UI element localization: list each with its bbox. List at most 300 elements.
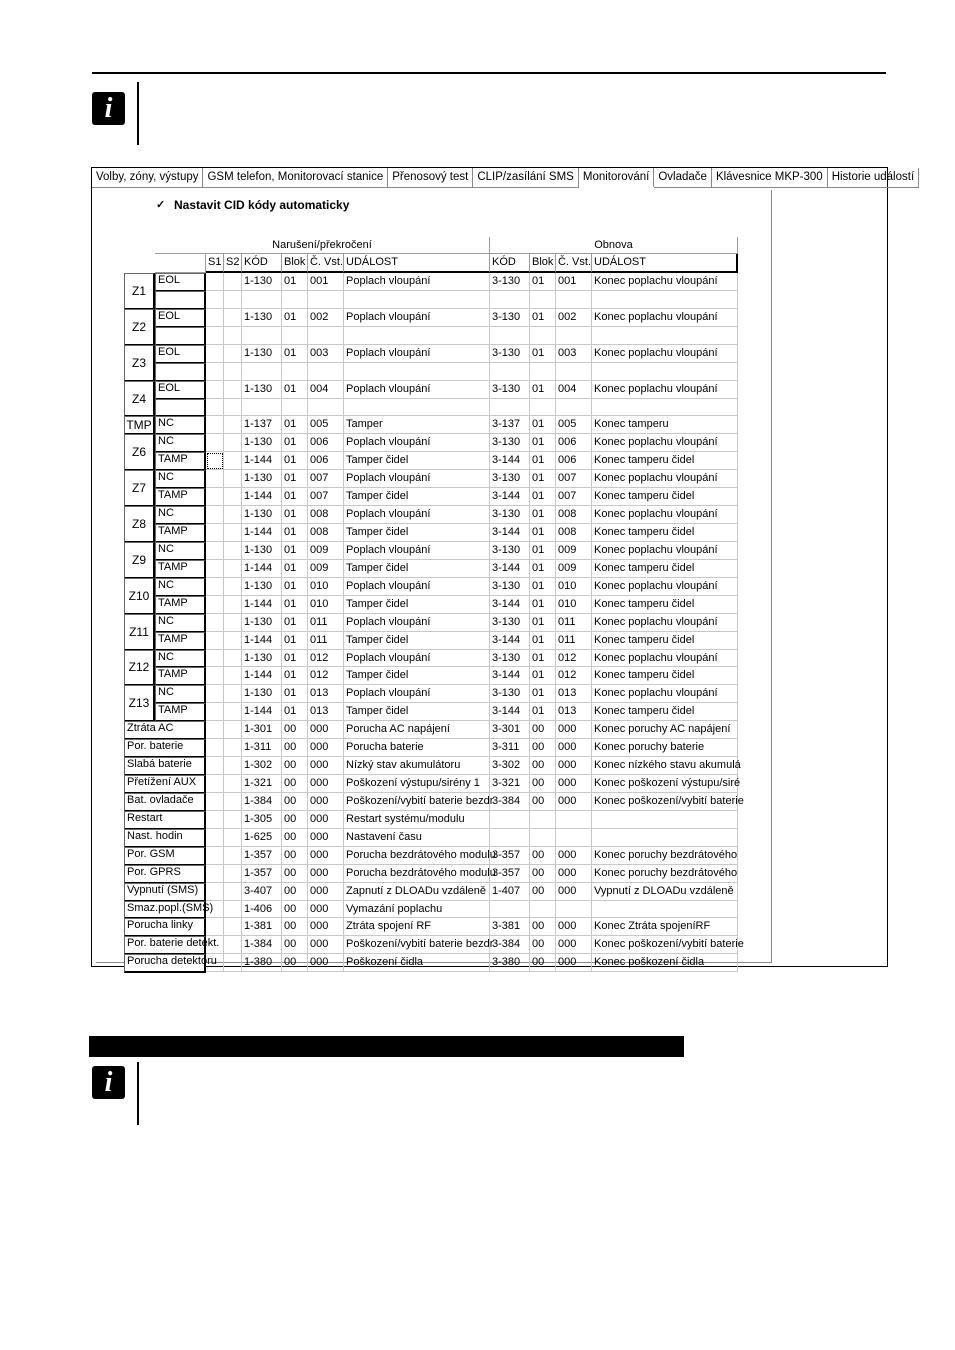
table-cell[interactable] bbox=[206, 327, 224, 345]
table-cell[interactable]: 00 bbox=[530, 721, 556, 739]
table-cell[interactable]: 3-381 bbox=[490, 918, 530, 936]
table-cell[interactable]: 01 bbox=[282, 488, 308, 506]
table-cell[interactable]: Konec poplachu vloupání bbox=[592, 685, 738, 703]
table-cell[interactable]: 012 bbox=[308, 650, 344, 668]
table-cell[interactable]: Konec Ztráta spojeníRF bbox=[592, 918, 738, 936]
table-cell[interactable]: Konec poškození/vybití baterie bbox=[592, 936, 738, 954]
table-cell[interactable]: Konec poplachu vloupání bbox=[592, 309, 738, 327]
table-cell[interactable] bbox=[344, 363, 490, 381]
table-cell[interactable] bbox=[206, 793, 224, 811]
table-cell[interactable] bbox=[206, 524, 224, 542]
table-cell[interactable] bbox=[224, 470, 242, 488]
table-cell[interactable] bbox=[224, 847, 242, 865]
table-cell[interactable]: 004 bbox=[308, 381, 344, 399]
table-cell[interactable] bbox=[344, 327, 490, 345]
table-cell[interactable]: 1-130 bbox=[242, 345, 282, 363]
table-cell[interactable]: 013 bbox=[308, 703, 344, 721]
table-cell[interactable]: 1-130 bbox=[242, 542, 282, 560]
table-cell[interactable]: 1-302 bbox=[242, 757, 282, 775]
table-cell[interactable]: 01 bbox=[282, 578, 308, 596]
table-cell[interactable]: 007 bbox=[308, 470, 344, 488]
table-cell[interactable] bbox=[556, 901, 592, 919]
table-cell[interactable]: Zapnutí z DLOADu vzdáleně bbox=[344, 883, 490, 901]
table-cell[interactable] bbox=[224, 954, 242, 972]
table-cell[interactable]: Konec tamperu čidel bbox=[592, 703, 738, 721]
tab-7[interactable]: Historie událostí bbox=[828, 168, 919, 188]
table-cell[interactable] bbox=[224, 650, 242, 668]
table-cell[interactable] bbox=[224, 327, 242, 345]
table-cell[interactable] bbox=[592, 327, 738, 345]
table-cell[interactable]: 00 bbox=[282, 883, 308, 901]
table-cell[interactable] bbox=[592, 811, 738, 829]
table-cell[interactable]: 01 bbox=[530, 434, 556, 452]
table-cell[interactable] bbox=[530, 901, 556, 919]
table-cell[interactable] bbox=[490, 363, 530, 381]
table-cell[interactable]: 011 bbox=[308, 614, 344, 632]
table-cell[interactable]: 1-305 bbox=[242, 811, 282, 829]
table-cell[interactable]: Nastavení času bbox=[344, 829, 490, 847]
table-cell[interactable]: 007 bbox=[556, 488, 592, 506]
table-cell[interactable]: 01 bbox=[530, 632, 556, 650]
table-cell[interactable] bbox=[530, 327, 556, 345]
table-cell[interactable]: 3-407 bbox=[242, 883, 282, 901]
table-cell[interactable]: Konec tamperu bbox=[592, 416, 738, 434]
table-cell[interactable] bbox=[206, 721, 224, 739]
tab-4[interactable]: Monitorování bbox=[579, 168, 654, 187]
table-cell[interactable]: Konec tamperu čidel bbox=[592, 524, 738, 542]
table-cell[interactable]: 01 bbox=[282, 703, 308, 721]
table-cell[interactable]: 01 bbox=[282, 470, 308, 488]
table-cell[interactable]: 00 bbox=[530, 918, 556, 936]
table-cell[interactable]: 006 bbox=[308, 434, 344, 452]
table-cell[interactable] bbox=[206, 632, 224, 650]
table-cell[interactable]: Konec poruchy bezdrátového bbox=[592, 847, 738, 865]
table-cell[interactable]: 00 bbox=[530, 757, 556, 775]
table-cell[interactable]: 000 bbox=[556, 847, 592, 865]
table-cell[interactable]: Konec poplachu vloupání bbox=[592, 434, 738, 452]
table-cell[interactable] bbox=[206, 667, 224, 685]
table-cell[interactable]: 008 bbox=[308, 524, 344, 542]
table-cell[interactable]: 00 bbox=[282, 757, 308, 775]
table-cell[interactable]: 000 bbox=[308, 775, 344, 793]
table-cell[interactable]: 1-130 bbox=[242, 273, 282, 291]
table-cell[interactable]: 010 bbox=[308, 578, 344, 596]
table-cell[interactable] bbox=[206, 883, 224, 901]
table-cell[interactable]: Poplach vloupání bbox=[344, 578, 490, 596]
table-cell[interactable]: 000 bbox=[308, 847, 344, 865]
table-cell[interactable] bbox=[206, 452, 224, 470]
table-cell[interactable] bbox=[282, 327, 308, 345]
table-cell[interactable]: 3-130 bbox=[490, 650, 530, 668]
table-cell[interactable]: 00 bbox=[282, 829, 308, 847]
table-cell[interactable]: 01 bbox=[530, 381, 556, 399]
table-cell[interactable] bbox=[344, 291, 490, 309]
table-cell[interactable]: 3-384 bbox=[490, 936, 530, 954]
table-cell[interactable]: 01 bbox=[282, 685, 308, 703]
table-cell[interactable] bbox=[592, 291, 738, 309]
table-cell[interactable] bbox=[206, 596, 224, 614]
table-cell[interactable]: 00 bbox=[530, 936, 556, 954]
table-cell[interactable]: 3-130 bbox=[490, 381, 530, 399]
table-cell[interactable] bbox=[206, 739, 224, 757]
table-cell[interactable]: 3-384 bbox=[490, 793, 530, 811]
table-cell[interactable] bbox=[224, 614, 242, 632]
table-cell[interactable]: 009 bbox=[556, 542, 592, 560]
table-cell[interactable]: 01 bbox=[282, 667, 308, 685]
table-cell[interactable]: 01 bbox=[282, 632, 308, 650]
table-cell[interactable]: 3-130 bbox=[490, 685, 530, 703]
table-cell[interactable]: Poškození/vybití baterie bezdr bbox=[344, 793, 490, 811]
table-cell[interactable]: Porucha bezdrátového modulu bbox=[344, 847, 490, 865]
table-cell[interactable]: 01 bbox=[530, 542, 556, 560]
table-cell[interactable] bbox=[224, 291, 242, 309]
table-cell[interactable]: 1-321 bbox=[242, 775, 282, 793]
table-cell[interactable]: 3-301 bbox=[490, 721, 530, 739]
table-cell[interactable]: 000 bbox=[556, 757, 592, 775]
table-cell[interactable]: Konec poruchy baterie bbox=[592, 739, 738, 757]
table-cell[interactable]: Konec poruchy bezdrátového bbox=[592, 865, 738, 883]
table-cell[interactable]: 01 bbox=[530, 309, 556, 327]
table-cell[interactable] bbox=[224, 775, 242, 793]
table-cell[interactable]: 3-144 bbox=[490, 667, 530, 685]
table-cell[interactable]: 01 bbox=[282, 614, 308, 632]
table-cell[interactable]: 1-357 bbox=[242, 865, 282, 883]
table-cell[interactable] bbox=[224, 273, 242, 291]
table-cell[interactable]: 01 bbox=[530, 667, 556, 685]
table-cell[interactable]: 3-144 bbox=[490, 703, 530, 721]
table-cell[interactable]: 01 bbox=[530, 470, 556, 488]
table-cell[interactable]: 1-130 bbox=[242, 685, 282, 703]
table-cell[interactable]: 000 bbox=[308, 739, 344, 757]
table-cell[interactable]: 012 bbox=[556, 667, 592, 685]
table-cell[interactable]: 1-311 bbox=[242, 739, 282, 757]
table-cell[interactable] bbox=[224, 901, 242, 919]
table-cell[interactable]: 007 bbox=[556, 470, 592, 488]
table-cell[interactable]: 01 bbox=[530, 560, 556, 578]
table-cell[interactable]: 1-406 bbox=[242, 901, 282, 919]
table-cell[interactable] bbox=[206, 291, 224, 309]
table-cell[interactable] bbox=[206, 614, 224, 632]
table-cell[interactable]: Konec poškození výstupu/siré bbox=[592, 775, 738, 793]
table-cell[interactable]: Konec poškození/vybití baterie bbox=[592, 793, 738, 811]
table-cell[interactable] bbox=[224, 703, 242, 721]
table-cell[interactable]: 01 bbox=[530, 416, 556, 434]
table-cell[interactable]: 3-357 bbox=[490, 865, 530, 883]
table-cell[interactable]: 000 bbox=[556, 739, 592, 757]
table-cell[interactable] bbox=[282, 399, 308, 417]
table-cell[interactable]: Konec poplachu vloupání bbox=[592, 614, 738, 632]
table-cell[interactable]: 00 bbox=[530, 775, 556, 793]
table-cell[interactable]: Poplach vloupání bbox=[344, 542, 490, 560]
table-cell[interactable]: 1-130 bbox=[242, 506, 282, 524]
table-cell[interactable]: Konec tamperu čidel bbox=[592, 452, 738, 470]
table-cell[interactable]: Poplach vloupání bbox=[344, 309, 490, 327]
table-cell[interactable] bbox=[282, 291, 308, 309]
table-cell[interactable]: 011 bbox=[308, 632, 344, 650]
table-cell[interactable]: 1-130 bbox=[242, 614, 282, 632]
table-cell[interactable] bbox=[224, 452, 242, 470]
table-cell[interactable]: 3-357 bbox=[490, 847, 530, 865]
table-cell[interactable]: 3-130 bbox=[490, 542, 530, 560]
table-cell[interactable]: Poplach vloupání bbox=[344, 470, 490, 488]
table-cell[interactable]: Nízký stav akumulátoru bbox=[344, 757, 490, 775]
table-cell[interactable]: Poplach vloupání bbox=[344, 273, 490, 291]
table-cell[interactable]: 007 bbox=[308, 488, 344, 506]
table-cell[interactable]: 013 bbox=[556, 685, 592, 703]
table-cell[interactable]: Tamper čidel bbox=[344, 560, 490, 578]
table-cell[interactable]: Konec poškození čidla bbox=[592, 954, 738, 972]
table-cell[interactable]: 3-130 bbox=[490, 273, 530, 291]
table-cell[interactable]: Poplach vloupání bbox=[344, 650, 490, 668]
table-cell[interactable]: 00 bbox=[282, 847, 308, 865]
tab-6[interactable]: Klávesnice MKP-300 bbox=[712, 168, 828, 188]
table-cell[interactable]: 01 bbox=[282, 506, 308, 524]
table-cell[interactable]: 006 bbox=[556, 434, 592, 452]
table-cell[interactable]: 000 bbox=[308, 829, 344, 847]
table-cell[interactable]: 3-144 bbox=[490, 632, 530, 650]
table-cell[interactable]: 1-144 bbox=[242, 703, 282, 721]
table-cell[interactable]: 00 bbox=[282, 793, 308, 811]
table-cell[interactable]: 1-384 bbox=[242, 936, 282, 954]
table-cell[interactable] bbox=[224, 757, 242, 775]
table-cell[interactable] bbox=[224, 721, 242, 739]
table-cell[interactable]: 1-625 bbox=[242, 829, 282, 847]
table-cell[interactable]: Konec poplachu vloupání bbox=[592, 345, 738, 363]
table-cell[interactable]: 1-301 bbox=[242, 721, 282, 739]
table-cell[interactable]: 010 bbox=[308, 596, 344, 614]
table-cell[interactable] bbox=[556, 327, 592, 345]
table-cell[interactable]: 3-380 bbox=[490, 954, 530, 972]
table-cell[interactable]: 1-130 bbox=[242, 381, 282, 399]
table-cell[interactable]: 010 bbox=[556, 596, 592, 614]
table-cell[interactable] bbox=[242, 363, 282, 381]
table-cell[interactable] bbox=[556, 363, 592, 381]
table-cell[interactable]: 000 bbox=[556, 936, 592, 954]
table-cell[interactable] bbox=[206, 309, 224, 327]
table-cell[interactable]: 000 bbox=[308, 811, 344, 829]
table-cell[interactable]: Poplach vloupání bbox=[344, 345, 490, 363]
table-cell[interactable]: Poplach vloupání bbox=[344, 614, 490, 632]
table-cell[interactable] bbox=[206, 703, 224, 721]
table-cell[interactable]: Porucha bezdrátového modulu bbox=[344, 865, 490, 883]
table-cell[interactable] bbox=[224, 381, 242, 399]
table-cell[interactable]: Konec poplachu vloupání bbox=[592, 542, 738, 560]
table-cell[interactable]: 01 bbox=[282, 381, 308, 399]
table-cell[interactable] bbox=[224, 685, 242, 703]
table-cell[interactable]: 01 bbox=[282, 650, 308, 668]
table-cell[interactable]: 00 bbox=[530, 739, 556, 757]
table-cell[interactable]: 1-144 bbox=[242, 560, 282, 578]
table-cell[interactable]: 1-130 bbox=[242, 434, 282, 452]
table-cell[interactable] bbox=[224, 578, 242, 596]
table-cell[interactable]: Tamper čidel bbox=[344, 452, 490, 470]
table-cell[interactable]: Poškození/vybití baterie bezdr bbox=[344, 936, 490, 954]
table-cell[interactable] bbox=[556, 399, 592, 417]
table-cell[interactable]: 000 bbox=[556, 918, 592, 936]
table-cell[interactable] bbox=[206, 399, 224, 417]
table-cell[interactable]: 1-384 bbox=[242, 793, 282, 811]
table-cell[interactable]: 1-144 bbox=[242, 596, 282, 614]
table-cell[interactable]: Porucha AC napájení bbox=[344, 721, 490, 739]
table-cell[interactable]: 012 bbox=[308, 667, 344, 685]
table-cell[interactable] bbox=[592, 363, 738, 381]
table-cell[interactable] bbox=[490, 399, 530, 417]
table-cell[interactable]: 000 bbox=[308, 883, 344, 901]
table-cell[interactable] bbox=[206, 685, 224, 703]
table-cell[interactable] bbox=[490, 291, 530, 309]
table-cell[interactable]: Konec tamperu čidel bbox=[592, 560, 738, 578]
table-cell[interactable] bbox=[224, 363, 242, 381]
table-cell[interactable]: 00 bbox=[282, 811, 308, 829]
table-cell[interactable]: Konec tamperu čidel bbox=[592, 667, 738, 685]
table-cell[interactable]: 1-144 bbox=[242, 488, 282, 506]
table-cell[interactable] bbox=[592, 399, 738, 417]
table-cell[interactable] bbox=[242, 291, 282, 309]
table-cell[interactable] bbox=[206, 506, 224, 524]
table-cell[interactable]: 01 bbox=[530, 506, 556, 524]
table-cell[interactable] bbox=[206, 811, 224, 829]
table-cell[interactable] bbox=[556, 829, 592, 847]
table-cell[interactable] bbox=[530, 291, 556, 309]
table-cell[interactable] bbox=[206, 488, 224, 506]
table-cell[interactable]: 00 bbox=[282, 901, 308, 919]
table-cell[interactable]: Konec nízkého stavu akumulá bbox=[592, 757, 738, 775]
table-cell[interactable]: 00 bbox=[282, 775, 308, 793]
table-cell[interactable]: Konec tamperu čidel bbox=[592, 596, 738, 614]
table-cell[interactable]: 00 bbox=[282, 954, 308, 972]
table-cell[interactable]: 004 bbox=[556, 381, 592, 399]
table-cell[interactable]: 01 bbox=[530, 273, 556, 291]
table-cell[interactable]: 1-357 bbox=[242, 847, 282, 865]
table-cell[interactable]: 1-144 bbox=[242, 667, 282, 685]
table-cell[interactable] bbox=[206, 757, 224, 775]
table-cell[interactable]: 1-130 bbox=[242, 309, 282, 327]
table-cell[interactable] bbox=[224, 524, 242, 542]
table-cell[interactable]: Poškození čidla bbox=[344, 954, 490, 972]
table-cell[interactable] bbox=[206, 954, 224, 972]
table-cell[interactable]: Restart systému/modulu bbox=[344, 811, 490, 829]
table-cell[interactable]: 01 bbox=[530, 703, 556, 721]
table-cell[interactable] bbox=[206, 542, 224, 560]
table-cell[interactable]: Tamper čidel bbox=[344, 524, 490, 542]
table-cell[interactable] bbox=[206, 381, 224, 399]
table-cell[interactable] bbox=[224, 865, 242, 883]
table-cell[interactable]: 00 bbox=[530, 847, 556, 865]
table-cell[interactable]: 3-130 bbox=[490, 614, 530, 632]
table-cell[interactable]: 01 bbox=[282, 416, 308, 434]
table-cell[interactable] bbox=[206, 865, 224, 883]
table-cell[interactable] bbox=[490, 811, 530, 829]
table-cell[interactable]: Poplach vloupání bbox=[344, 381, 490, 399]
table-cell[interactable]: 006 bbox=[556, 452, 592, 470]
table-cell[interactable] bbox=[530, 811, 556, 829]
table-cell[interactable]: Vymazání poplachu bbox=[344, 901, 490, 919]
table-cell[interactable]: 013 bbox=[556, 703, 592, 721]
table-cell[interactable] bbox=[530, 363, 556, 381]
table-cell[interactable]: 002 bbox=[308, 309, 344, 327]
table-cell[interactable]: 01 bbox=[282, 596, 308, 614]
table-cell[interactable]: 00 bbox=[530, 883, 556, 901]
table-cell[interactable]: 00 bbox=[530, 954, 556, 972]
table-cell[interactable] bbox=[308, 399, 344, 417]
table-cell[interactable]: 009 bbox=[308, 542, 344, 560]
table-cell[interactable] bbox=[556, 291, 592, 309]
table-cell[interactable]: Poplach vloupání bbox=[344, 434, 490, 452]
table-cell[interactable]: 01 bbox=[530, 345, 556, 363]
table-cell[interactable]: 01 bbox=[530, 596, 556, 614]
table-cell[interactable]: 1-130 bbox=[242, 650, 282, 668]
tab-3[interactable]: CLIP/zasílání SMS bbox=[473, 168, 579, 188]
table-cell[interactable]: 010 bbox=[556, 578, 592, 596]
table-cell[interactable]: 3-130 bbox=[490, 434, 530, 452]
table-cell[interactable]: Konec poruchy AC napájení bbox=[592, 721, 738, 739]
table-cell[interactable]: 01 bbox=[282, 345, 308, 363]
table-cell[interactable]: 009 bbox=[556, 560, 592, 578]
table-cell[interactable]: 3-144 bbox=[490, 596, 530, 614]
table-cell[interactable]: 01 bbox=[530, 524, 556, 542]
table-cell[interactable] bbox=[242, 399, 282, 417]
table-cell[interactable]: 3-311 bbox=[490, 739, 530, 757]
table-cell[interactable]: 003 bbox=[556, 345, 592, 363]
table-cell[interactable]: 009 bbox=[308, 560, 344, 578]
table-cell[interactable] bbox=[224, 399, 242, 417]
table-cell[interactable] bbox=[206, 847, 224, 865]
table-cell[interactable]: Tamper čidel bbox=[344, 596, 490, 614]
table-cell[interactable] bbox=[206, 829, 224, 847]
table-cell[interactable]: 3-144 bbox=[490, 560, 530, 578]
table-cell[interactable]: 000 bbox=[556, 865, 592, 883]
table-cell[interactable]: 01 bbox=[530, 452, 556, 470]
table-cell[interactable]: 3-321 bbox=[490, 775, 530, 793]
table-cell[interactable] bbox=[344, 399, 490, 417]
table-cell[interactable]: 000 bbox=[308, 954, 344, 972]
table-cell[interactable]: Konec poplachu vloupání bbox=[592, 506, 738, 524]
table-cell[interactable]: 005 bbox=[556, 416, 592, 434]
table-cell[interactable] bbox=[224, 632, 242, 650]
table-cell[interactable]: 003 bbox=[308, 345, 344, 363]
table-cell[interactable]: 3-137 bbox=[490, 416, 530, 434]
auto-cid-checkbox[interactable]: ✓ bbox=[156, 199, 166, 211]
table-cell[interactable] bbox=[206, 434, 224, 452]
table-cell[interactable] bbox=[224, 739, 242, 757]
table-cell[interactable]: 013 bbox=[308, 685, 344, 703]
table-cell[interactable]: 006 bbox=[308, 452, 344, 470]
table-cell[interactable] bbox=[224, 596, 242, 614]
table-cell[interactable]: 000 bbox=[308, 757, 344, 775]
table-cell[interactable]: 1-380 bbox=[242, 954, 282, 972]
table-cell[interactable] bbox=[308, 327, 344, 345]
table-cell[interactable]: 012 bbox=[556, 650, 592, 668]
table-cell[interactable]: 01 bbox=[530, 488, 556, 506]
table-cell[interactable]: 1-144 bbox=[242, 524, 282, 542]
table-cell[interactable] bbox=[206, 901, 224, 919]
table-cell[interactable] bbox=[530, 399, 556, 417]
table-cell[interactable]: 01 bbox=[282, 560, 308, 578]
table-cell[interactable]: Tamper čidel bbox=[344, 632, 490, 650]
table-cell[interactable]: 3-144 bbox=[490, 452, 530, 470]
table-cell[interactable] bbox=[308, 363, 344, 381]
table-cell[interactable]: 1-144 bbox=[242, 632, 282, 650]
table-cell[interactable]: Konec poplachu vloupání bbox=[592, 381, 738, 399]
table-cell[interactable] bbox=[224, 434, 242, 452]
table-cell[interactable]: 001 bbox=[308, 273, 344, 291]
table-cell[interactable]: 3-130 bbox=[490, 345, 530, 363]
table-cell[interactable] bbox=[556, 811, 592, 829]
table-cell[interactable]: 01 bbox=[282, 524, 308, 542]
table-cell[interactable]: 3-130 bbox=[490, 578, 530, 596]
auto-cid-checkbox-row[interactable] bbox=[156, 198, 349, 212]
table-cell[interactable]: 001 bbox=[556, 273, 592, 291]
